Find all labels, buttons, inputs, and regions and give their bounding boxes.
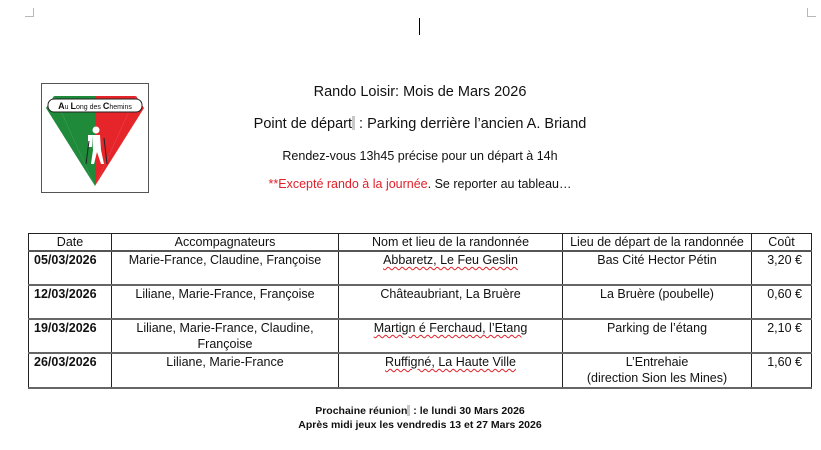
column-header-cost: Coût [752,234,812,252]
cell-start: Bas Cité Hector Pétin [563,251,752,285]
table-header-row [29,234,812,252]
cell-cost: 0,60 € [752,285,812,319]
cell-date: 19/03/2026 [29,319,112,353]
document-title: Rando Loisir: Mois de Mars 2026 [313,84,527,100]
text-cursor [419,18,420,35]
cell-guides: Liliane, Marie-France [112,353,339,388]
table-row [29,285,812,319]
cell-date: 12/03/2026 [29,285,112,319]
cell-date: 05/03/2026 [29,251,112,285]
next-meeting [220,404,620,418]
table-row [29,251,812,285]
table-row [29,353,812,388]
next-meeting-value: : le lundi 30 Mars 2026 [410,405,525,417]
meeting-point-value: : Parking derrière l’ancien A. Briand [355,116,587,132]
hike-name: Abbaretz, Le Feu Geslin [383,253,518,267]
meeting-point-label: Point de départ [253,116,353,132]
cell-hike [339,251,563,285]
page-margin-corner-top-right [807,8,816,17]
column-header-date: Date [29,234,112,252]
cell-date: 26/03/2026 [29,353,112,388]
column-header-guides: Accompagnateurs [112,234,339,252]
column-header-start: Lieu de départ de la randonnée [563,234,752,252]
meeting-point [200,116,640,132]
cell-guides: Liliane, Marie-France, Françoise [112,285,339,319]
cell-start [563,353,752,388]
cell-hike [339,319,563,353]
table-row [29,319,812,353]
cell-hike: Châteaubriant, La Bruère [339,285,563,319]
page-margin-corner-top-left [25,8,34,17]
cell-guides: Marie-France, Claudine, Françoise [112,251,339,285]
club-logo [41,83,149,193]
diamond-hiker-icon [44,86,146,190]
games-afternoon: Après midi jeux les vendredis 13 et 27 Mars 2026 [298,419,542,431]
next-meeting-label: Prochaine réunion [315,405,408,417]
column-header-hike: Nom et lieu de la randonnée [339,234,563,252]
hike-name: Ruffigné, La Haute Ville [385,355,516,369]
start-line-1: L’Entrehaie [625,355,689,369]
hike-name: Martign é Ferchaud, l’Etang [373,321,528,335]
cell-hike [339,353,563,388]
cell-cost: 2,10 € [752,319,812,353]
cell-cost: 1,60 € [752,353,812,388]
cell-start: Parking de l’étang [563,319,752,353]
cell-cost: 3,20 € [752,251,812,285]
svg-text:Au Long des Chemins: Au Long des Chemins [58,101,132,111]
cell-start: La Bruère (poubelle) [563,285,752,319]
schedule-table [28,233,812,389]
exception-note-red: **Excepté rando à la journée [268,177,428,191]
exception-note [200,177,640,191]
start-line-2: (direction Sion les Mines) [586,371,728,385]
rendezvous-time: Rendez-vous 13h45 précise pour un départ à 14h [282,149,558,163]
cell-guides: Liliane, Marie-France, Claudine, Françoise [112,319,339,353]
exception-note-rest: . Se reporter au tableau… [427,177,572,191]
